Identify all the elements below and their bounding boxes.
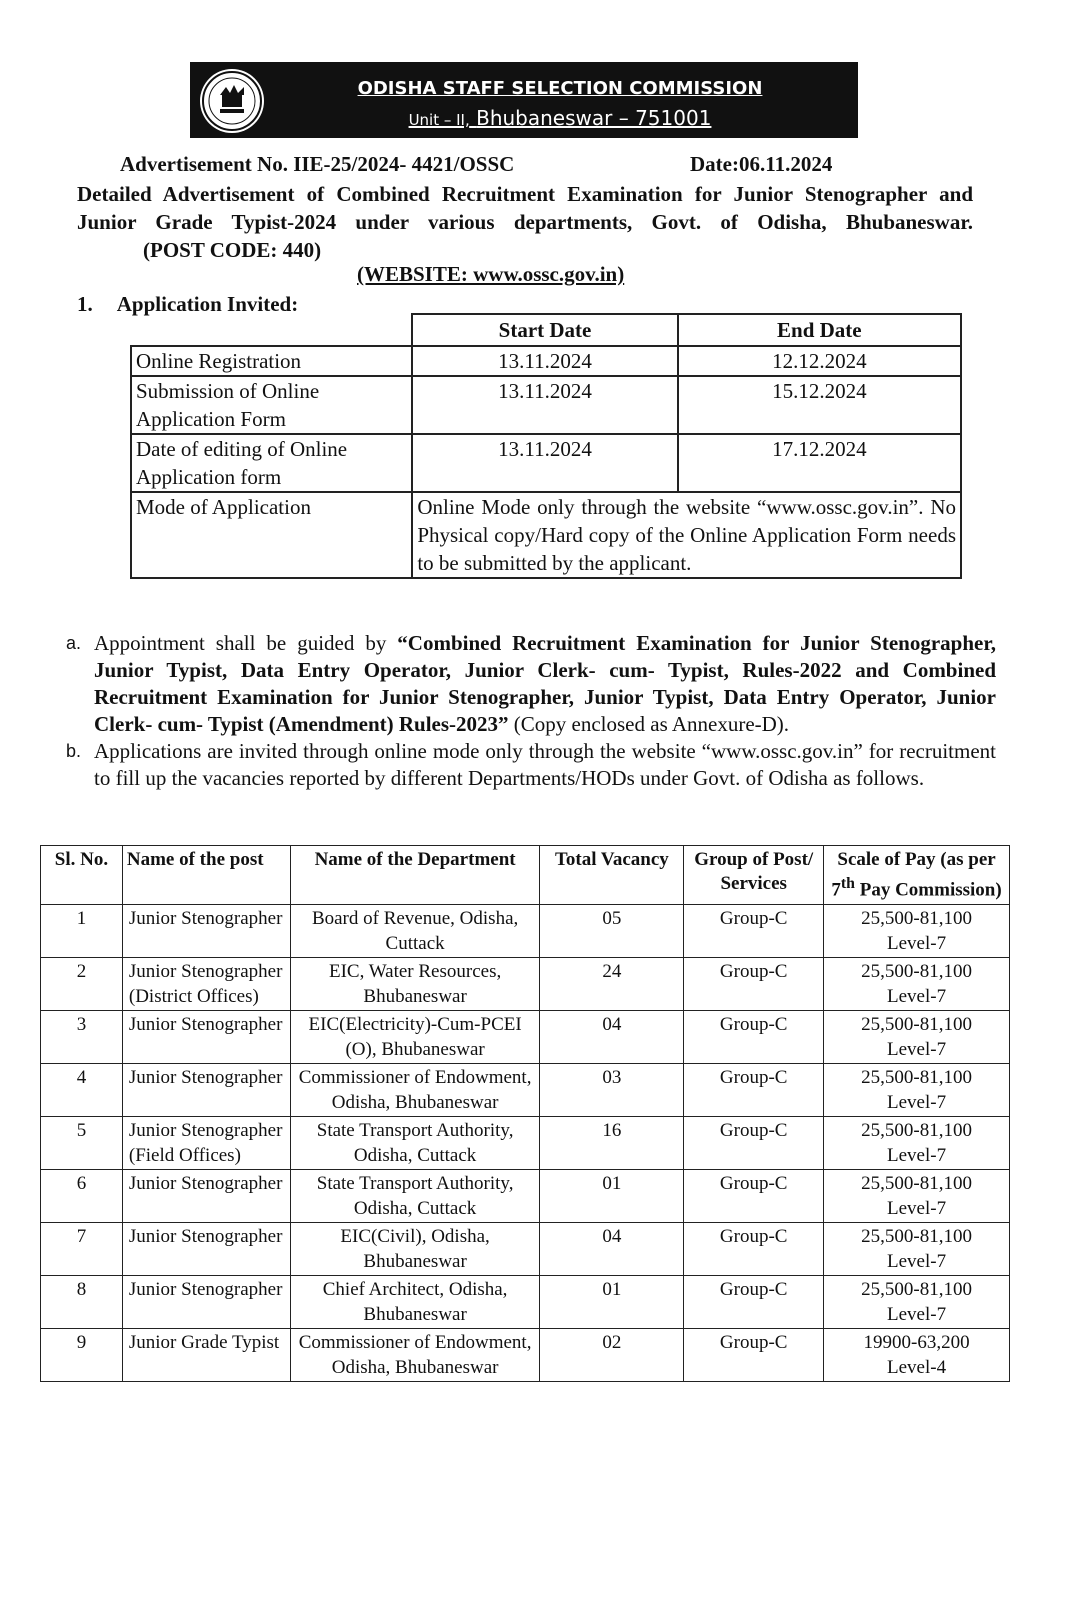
sl-cell: 3 xyxy=(41,1011,123,1064)
vacancy-cell: 05 xyxy=(540,905,684,958)
pay-level: Level-7 xyxy=(887,933,947,955)
start-date: 13.11.2024 xyxy=(412,434,677,492)
note-b xyxy=(66,738,996,792)
pay-scale-header xyxy=(824,846,1010,905)
note-a-pre: Appointment shall be guided by xyxy=(94,631,387,655)
table-row xyxy=(41,1011,1010,1064)
department-cell: State Transport Authority, Odisha, Cuttack xyxy=(290,1117,540,1170)
end-date: 17.12.2024 xyxy=(678,434,961,492)
dates-header-blank xyxy=(131,314,412,346)
post-name-cell: Junior Stenographer xyxy=(122,1011,290,1064)
post-name-cell: Junior Stenographer xyxy=(122,1223,290,1276)
pay-scale-cell xyxy=(824,1223,1010,1276)
section-label: Application Invited: xyxy=(116,292,299,316)
sl-cell: 2 xyxy=(41,958,123,1011)
pay-range: 25,500-81,100 xyxy=(861,1014,972,1036)
group-cell: Group-C xyxy=(684,1276,824,1329)
note-b-text: Applications are invited through online mode only through the website “www.ossc.gov.in” for recruitment to fill up the vacancies reported by different Departments/HODs under Govt. of Odisha as follows. xyxy=(94,739,996,790)
pay-range: 25,500-81,100 xyxy=(861,961,972,983)
department-cell: Chief Architect, Odisha, Bhubaneswar xyxy=(290,1276,540,1329)
pay-scale-cell xyxy=(824,905,1010,958)
unit-label: Unit – II, xyxy=(408,111,470,129)
group-cell: Group-C xyxy=(684,958,824,1011)
vacancy-cell: 01 xyxy=(540,1170,684,1223)
table-row xyxy=(41,1064,1010,1117)
note-a xyxy=(66,630,996,738)
post-name-cell: Junior Stenographer xyxy=(122,905,290,958)
pay-scale-cell xyxy=(824,1170,1010,1223)
pay-scale-header-sup: th xyxy=(840,875,855,892)
sl-cell: 6 xyxy=(41,1170,123,1223)
advertisement-date: Date:06.11.2024 xyxy=(690,152,833,176)
table-row xyxy=(41,1170,1010,1223)
sl-cell: 1 xyxy=(41,905,123,958)
start-date-header: Start Date xyxy=(412,314,677,346)
pay-range: 25,500-81,100 xyxy=(861,1226,972,1248)
pay-level: Level-7 xyxy=(887,1304,947,1326)
group-cell: Group-C xyxy=(684,1064,824,1117)
group-cell: Group-C xyxy=(684,1117,824,1170)
vacancy-cell: 02 xyxy=(540,1329,684,1382)
vacancy-cell: 01 xyxy=(540,1276,684,1329)
department-cell: EIC, Water Resources, Bhubaneswar xyxy=(290,958,540,1011)
start-date: 13.11.2024 xyxy=(412,346,677,376)
post-name-cell: Junior Stenographer xyxy=(122,1064,290,1117)
department-cell: Commissioner of Endowment, Odisha, Bhubaneswar xyxy=(290,1329,540,1382)
pay-level: Level-7 xyxy=(887,1145,947,1167)
group-header: Group of Post/ Services xyxy=(684,846,824,905)
end-date-header: End Date xyxy=(678,314,961,346)
vacancy-cell: 24 xyxy=(540,958,684,1011)
post-header: Name of the post xyxy=(122,846,290,905)
group-cell: Group-C xyxy=(684,1223,824,1276)
pay-scale-cell xyxy=(824,1117,1010,1170)
pay-scale-cell xyxy=(824,1329,1010,1382)
advertisement-title xyxy=(77,180,973,264)
table-row xyxy=(41,1276,1010,1329)
pay-scale-cell xyxy=(824,1276,1010,1329)
org-name: ODISHA STAFF SELECTION COMMISSION xyxy=(357,78,763,99)
table-row xyxy=(41,1329,1010,1382)
note-a-post: (Copy enclosed as Annexure-D). xyxy=(513,712,790,736)
notes-list xyxy=(66,630,996,792)
post-name-cell: Junior Stenographer (District Offices) xyxy=(122,958,290,1011)
end-date: 12.12.2024 xyxy=(678,346,961,376)
department-cell: State Transport Authority, Odisha, Cuttack xyxy=(290,1170,540,1223)
group-cell: Group-C xyxy=(684,905,824,958)
sl-cell: 4 xyxy=(41,1064,123,1117)
post-name-cell: Junior Stenographer (Field Offices) xyxy=(122,1117,290,1170)
sl-cell: 5 xyxy=(41,1117,123,1170)
pay-scale-header-a: Scale of Pay (as per 7 xyxy=(831,849,996,901)
vacancy-header-row xyxy=(41,846,1010,905)
letterhead xyxy=(190,62,858,138)
vacancy-header: Total Vacancy xyxy=(540,846,684,905)
department-cell: Commissioner of Endowment, Odisha, Bhubaneswar xyxy=(290,1064,540,1117)
group-cell: Group-C xyxy=(684,1329,824,1382)
section-number: 1. xyxy=(77,292,93,316)
post-name-cell: Junior Stenographer xyxy=(122,1276,290,1329)
pay-scale-header-b: Pay Commission) xyxy=(854,879,1002,901)
start-date: 13.11.2024 xyxy=(412,376,677,434)
title-text: Detailed Advertisement of Combined Recruitment Examination for Junior Stenographer and Junior Grade Typist-2024 under various departments, Govt. of Odisha, Bhubaneswar. xyxy=(77,182,973,234)
vacancy-table xyxy=(40,845,1010,1382)
note-marker: a. xyxy=(66,633,82,653)
post-name-cell: Junior Grade Typist xyxy=(122,1329,290,1382)
table-row xyxy=(41,958,1010,1011)
department-header: Name of the Department xyxy=(290,846,540,905)
website-line: (WEBSITE: www.ossc.gov.in) xyxy=(357,262,625,286)
group-cell: Group-C xyxy=(684,1011,824,1064)
vacancy-cell: 03 xyxy=(540,1064,684,1117)
pay-range: 25,500-81,100 xyxy=(861,1279,972,1301)
table-row xyxy=(131,376,961,434)
table-row xyxy=(41,1117,1010,1170)
pay-range: 25,500-81,100 xyxy=(861,1067,972,1089)
pay-scale-cell xyxy=(824,1064,1010,1117)
pay-range: 25,500-81,100 xyxy=(861,1120,972,1142)
rules-title: “Combined Recruitment Examination for Junior Stenographer, Junior Typist, Data Entry Operator, Junior Clerk- cum- Typist, Rules-2022 and Combined Recruitment Examination for Junior Stenographer, Junior Typist, Data Entry Operator, Junior Clerk- cum- Typist (Amendment) Rules-2023” xyxy=(94,631,996,736)
advertisement-number: Advertisement No. IIE-25/2024- 4421/OSSC xyxy=(120,152,515,176)
post-name-cell: Junior Stenographer xyxy=(122,1170,290,1223)
pay-level: Level-7 xyxy=(887,1251,947,1273)
pay-level: Level-4 xyxy=(887,1357,947,1379)
pay-level: Level-7 xyxy=(887,1092,947,1114)
department-cell: Board of Revenue, Odisha, Cuttack xyxy=(290,905,540,958)
pay-range: 25,500-81,100 xyxy=(861,908,972,930)
table-row xyxy=(131,346,961,376)
dates-header-row xyxy=(131,314,961,346)
pay-scale-cell xyxy=(824,1011,1010,1064)
sl-cell: 9 xyxy=(41,1329,123,1382)
row-label: Submission of Online Application Form xyxy=(131,376,412,434)
sl-header: Sl. No. xyxy=(41,846,123,905)
dates-table xyxy=(130,313,962,579)
pay-level: Level-7 xyxy=(887,986,947,1008)
table-row xyxy=(41,1223,1010,1276)
pay-level: Level-7 xyxy=(887,1039,947,1061)
mode-label: Mode of Application xyxy=(131,492,412,578)
note-a-text xyxy=(94,630,996,738)
pay-range: 25,500-81,100 xyxy=(861,1173,972,1195)
group-cell: Group-C xyxy=(684,1170,824,1223)
sl-cell: 7 xyxy=(41,1223,123,1276)
pay-scale-cell xyxy=(824,958,1010,1011)
sl-cell: 8 xyxy=(41,1276,123,1329)
vacancy-cell: 16 xyxy=(540,1117,684,1170)
department-cell: EIC(Civil), Odisha, Bhubaneswar xyxy=(290,1223,540,1276)
note-marker: b. xyxy=(66,741,82,761)
pay-level: Level-7 xyxy=(887,1198,947,1220)
table-row xyxy=(131,434,961,492)
mode-text: Online Mode only through the website “www.ossc.gov.in”. No Physical copy/Hard copy of the Online Application Form needs to be submitted by the applicant. xyxy=(412,492,961,578)
vacancy-cell: 04 xyxy=(540,1223,684,1276)
table-row xyxy=(131,492,961,578)
table-row xyxy=(41,905,1010,958)
end-date: 15.12.2024 xyxy=(678,376,961,434)
org-address xyxy=(190,106,858,130)
department-cell: EIC(Electricity)-Cum-PCEI (O), Bhubaneswar xyxy=(290,1011,540,1064)
row-label: Online Registration xyxy=(131,346,412,376)
vacancy-cell: 04 xyxy=(540,1011,684,1064)
pay-range: 19900-63,200 xyxy=(863,1332,970,1354)
row-label: Date of editing of Online Application form xyxy=(131,434,412,492)
unit-city: Bhubaneswar – 751001 xyxy=(476,106,712,130)
post-code: (POST CODE: 440) xyxy=(143,238,322,262)
